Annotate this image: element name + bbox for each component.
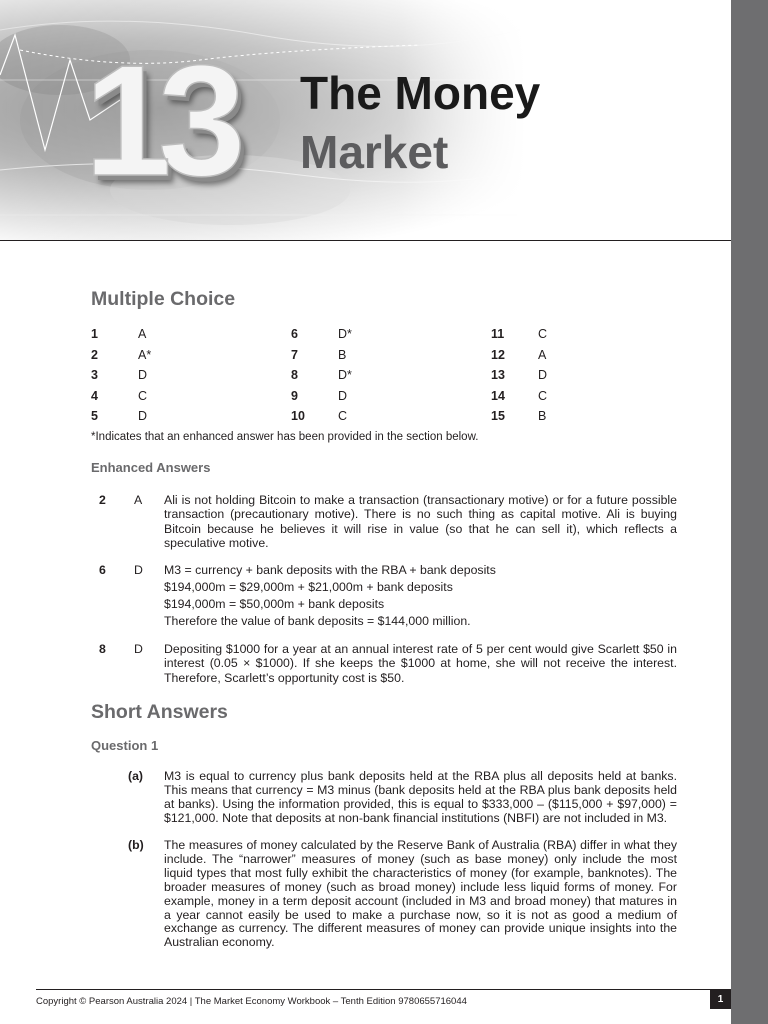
footer-copyright: Copyright © Pearson Australia 2024 | The Market Economy Workbook – Tenth Edition 9780655716044 bbox=[36, 996, 467, 1007]
mc-footnote: *Indicates that an enhanced answer has been provided in the section below. bbox=[91, 431, 479, 443]
mc-row bbox=[291, 365, 352, 386]
enhanced-answer-number: 6 bbox=[99, 563, 106, 577]
mc-row bbox=[491, 386, 547, 407]
short-answer-part bbox=[91, 839, 677, 950]
mc-column-3 bbox=[491, 324, 547, 427]
enhanced-answer-letter: D bbox=[134, 642, 143, 656]
mc-question-number: 11 bbox=[491, 327, 505, 341]
mc-row bbox=[91, 406, 151, 427]
enhanced-answer-line: $194,000m = $29,000m + $21,000m + bank deposits bbox=[164, 580, 453, 595]
mc-question-number: 9 bbox=[291, 388, 298, 403]
mc-answer: B bbox=[338, 347, 347, 362]
mc-row bbox=[91, 324, 151, 345]
enhanced-answer-line: M3 = currency + bank deposits with the RBA + bank deposits bbox=[164, 563, 496, 577]
enhanced-answer-letter: A bbox=[134, 493, 143, 507]
mc-question-number: 8 bbox=[291, 368, 298, 383]
enhanced-answer-line: Therefore the value of bank deposits = $144,000 million. bbox=[164, 614, 471, 629]
mc-row bbox=[491, 324, 547, 345]
chapter-banner bbox=[0, 0, 731, 241]
mc-question-number: 10 bbox=[291, 409, 305, 424]
mc-question-number: 15 bbox=[491, 409, 505, 424]
mc-answer: B bbox=[538, 409, 547, 424]
short-answers-heading: Short Answers bbox=[91, 701, 228, 723]
mc-row bbox=[291, 386, 352, 407]
part-text: M3 is equal to currency plus bank deposits held at the RBA plus all deposits held at banks. This means that currency = M3 minus (bank deposits held at the RBA plus bank deposits held at banks). Using the information provided, this is equal to $333,000 – ($115,000 + $97,000) = $121,000. Note that deposits at non-bank financial institutions (NBFI) are not included in M3. bbox=[164, 769, 677, 825]
mc-question-number: 13 bbox=[491, 368, 505, 383]
mc-row bbox=[291, 345, 352, 366]
enhanced-answer-line: $194,000m = $50,000m + bank deposits bbox=[164, 597, 385, 612]
mc-answer: D bbox=[338, 388, 348, 403]
short-answer-part bbox=[91, 770, 677, 826]
mc-question-number: 7 bbox=[291, 347, 298, 362]
mc-question-number: 14 bbox=[491, 388, 505, 403]
chapter-title-line-1: The Money bbox=[300, 67, 541, 119]
mc-answer: A bbox=[138, 327, 147, 341]
side-bar bbox=[731, 0, 768, 1024]
mc-question-number: 12 bbox=[491, 347, 505, 362]
mc-row bbox=[291, 406, 352, 427]
part-text: The measures of money calculated by the Reserve Bank of Australia (RBA) differ in what they include. The “narrower” measures of money (such as base money) only include the most liquid types that most fully exhibit the characteristics of money (for example, banknotes). The broader measures of money (such as broad money) include less liquid forms of money. For example, money in a term deposit account (included in M3 and broad money) that matures in a year cannot easily be used to make a purchase now, so it is not as good a medium of exchange as currency. The different measures of money can provide unique insights into the Australian economy. bbox=[164, 838, 677, 950]
enhanced-answer-item bbox=[91, 493, 677, 553]
enhanced-answer-text: Ali is not holding Bitcoin to make a transaction (transactionary motive) or for a future possible transaction (precautionary motive). There is no such thing as capital motive. Ali is buying Bitcoin because he believes it will rise in value (so that he can sell it), which reflects a speculative motive. bbox=[164, 493, 677, 550]
question-heading: Question 1 bbox=[91, 738, 159, 753]
mc-answer: D bbox=[138, 409, 148, 424]
mc-column-1 bbox=[91, 324, 151, 427]
mc-answer: D* bbox=[338, 327, 352, 341]
mc-answer: C bbox=[138, 388, 148, 403]
page-number: 1 bbox=[710, 990, 731, 1009]
enhanced-answer-text: Depositing $1000 for a year at an annual interest rate of 5 per cent would give Scarlett $50 in interest (0.05 × $1000). If she keeps the $1000 at home, she will not receive the interest. Therefore, Scarlett’s opportunity cost is $50. bbox=[164, 642, 677, 685]
mc-question-number: 4 bbox=[91, 388, 98, 403]
enhanced-answer-letter: D bbox=[134, 563, 143, 577]
mc-question-number: 6 bbox=[291, 327, 298, 341]
mc-answer: D* bbox=[338, 368, 352, 383]
mc-row bbox=[291, 324, 352, 345]
chapter-title-line-2: Market bbox=[300, 126, 449, 178]
part-label: (a) bbox=[128, 769, 144, 783]
enhanced-answer-number: 2 bbox=[99, 493, 106, 507]
mc-row bbox=[491, 406, 547, 427]
enhanced-answer-item bbox=[91, 642, 677, 688]
mc-answer: C bbox=[338, 409, 348, 424]
enhanced-answers-heading: Enhanced Answers bbox=[91, 460, 211, 475]
mc-row bbox=[91, 365, 151, 386]
enhanced-answer-number: 8 bbox=[99, 642, 106, 656]
chapter-number: 13 bbox=[84, 33, 232, 209]
mc-answer: C bbox=[538, 388, 548, 403]
mc-answer: A bbox=[538, 347, 547, 362]
mc-row bbox=[491, 345, 547, 366]
mc-question-number: 1 bbox=[91, 327, 98, 341]
mc-question-number: 2 bbox=[91, 347, 98, 362]
mc-question-number: 3 bbox=[91, 368, 98, 383]
footer-divider bbox=[36, 989, 731, 990]
mc-answer: C bbox=[538, 327, 548, 341]
mc-answer: A* bbox=[138, 347, 152, 362]
mc-row bbox=[91, 345, 151, 366]
enhanced-answer-item bbox=[91, 563, 677, 631]
mc-answer: D bbox=[538, 368, 548, 383]
mc-column-2 bbox=[291, 324, 352, 427]
mc-row bbox=[491, 365, 547, 386]
mc-answer: D bbox=[138, 368, 148, 383]
banner-divider bbox=[0, 240, 731, 241]
part-label: (b) bbox=[128, 838, 144, 852]
mc-question-number: 5 bbox=[91, 409, 98, 424]
multiple-choice-heading: Multiple Choice bbox=[91, 288, 236, 310]
mc-row bbox=[91, 386, 151, 407]
